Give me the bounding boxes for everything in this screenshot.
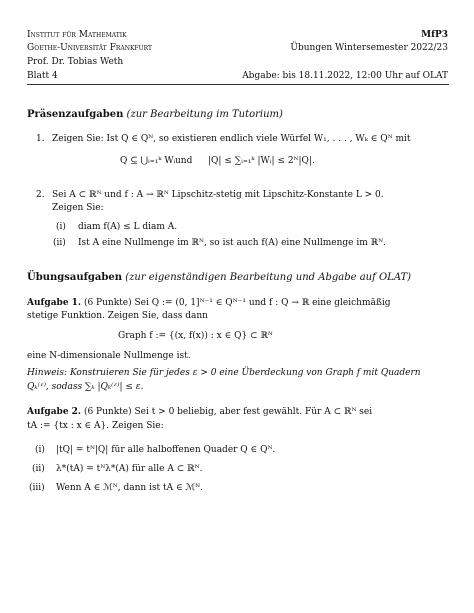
presence-title: Präsenzaufgaben <box>27 109 124 120</box>
task1-connector: und <box>175 156 193 166</box>
a2-item-ii-label: (ii) <box>32 464 45 474</box>
a2-item-i: |tQ| = tᴺ|Q| für alle halboffenen Quader Q ∈ Qᴺ. <box>56 445 276 455</box>
a1-formula: Graph f := {(x, f(x)) : x ∈ Q} ⊂ ℝᴺ <box>118 331 273 341</box>
a2-label: Aufgabe 2. <box>27 407 82 417</box>
task1-formula-left: Q ⊆ ⋃ᵢ₌₁ᵏ Wᵢ <box>120 156 176 166</box>
a1-hint-line1: Hinweis: Konstruieren Sie für jedes ε > 0 eine Überdeckung von Graph f mit Quadern <box>27 368 421 378</box>
professor-name: Prof. Dr. Tobias Weth <box>27 57 124 67</box>
a2-item-ii: λ*(tA) = tᴺλ*(A) für alle A ⊂ ℝᴺ. <box>56 464 203 474</box>
task2-line2: Zeigen Sie: <box>52 203 104 213</box>
semester-label: Übungen Wintersemester 2022/23 <box>290 43 448 53</box>
a1-line2: stetige Funktion. Zeigen Sie, dass dann <box>27 311 208 321</box>
task2-item-ii-label: (ii) <box>53 238 66 248</box>
a2-item-iii-label: (iii) <box>29 483 45 493</box>
task1-number: 1. <box>36 134 45 144</box>
sheet-number: Blatt 4 <box>27 71 58 81</box>
task1-text: Zeigen Sie: Ist Q ∈ Qᴺ, so existieren endlich viele Würfel W₁, . . . , Wₖ ∈ Qᴺ mit <box>52 134 411 144</box>
a1-hint-line2: Qₖ⁽ᵋ⁾, sodass ∑ₖ |Qₖ⁽ᵋ⁾| ≤ ε. <box>27 382 144 392</box>
presence-subtitle: (zur Bearbeitung im Tutorium) <box>126 109 283 120</box>
exercises-heading <box>27 272 411 284</box>
exercises-subtitle: (zur eigenständigen Bearbeitung und Abgabe auf OLAT) <box>125 272 412 283</box>
presence-heading <box>27 109 283 121</box>
task2-line1: Sei A ⊂ ℝᴺ und f : A → ℝᴺ Lipschitz-stetig mit Lipschitz-Konstante L > 0. <box>52 190 384 200</box>
a2-first-line <box>27 407 372 418</box>
institute-name: Institut für Mathematik <box>27 30 127 40</box>
exercises-title: Übungsaufgaben <box>27 272 123 283</box>
course-code: MfP3 <box>421 30 448 40</box>
task2-item-i-label: (i) <box>56 222 66 232</box>
a2-item-i-label: (i) <box>35 445 45 455</box>
task1-formula-right: |Q| ≤ ∑ᵢ₌₁ᵏ |Wᵢ| ≤ 2ᴺ|Q|. <box>208 156 315 166</box>
university-name: Goethe-Universität Frankfurt <box>27 43 153 53</box>
a2-line1: (6 Punkte) Sei t > 0 beliebig, aber fest gewählt. Für A ⊂ ℝᴺ sei <box>83 407 373 417</box>
a1-line3: eine N-dimensionale Nullmenge ist. <box>27 351 191 361</box>
a1-first-line <box>27 298 391 309</box>
header-rule <box>27 84 449 85</box>
a1-label: Aufgabe 1. <box>27 298 82 308</box>
task2-item-ii: Ist A eine Nullmenge im ℝᴺ, so ist auch f(A) eine Nullmenge im ℝᴺ. <box>78 238 386 248</box>
task2-item-i: diam f(A) ≤ L diam A. <box>78 222 178 232</box>
task2-number: 2. <box>36 190 45 200</box>
a2-line2: tA := {tx : x ∈ A}. Zeigen Sie: <box>27 421 164 431</box>
a1-line1: (6 Punkte) Sei Q := (0, 1]ᴺ⁻¹ ∈ Qᴺ⁻¹ und f : Q → ℝ eine gleichmäßig <box>83 298 391 308</box>
deadline-label: Abgabe: bis 18.11.2022, 12:00 Uhr auf OLAT <box>242 71 448 81</box>
a2-item-iii: Wenn A ∈ ℳᴺ, dann ist tA ∈ ℳᴺ. <box>56 483 203 493</box>
